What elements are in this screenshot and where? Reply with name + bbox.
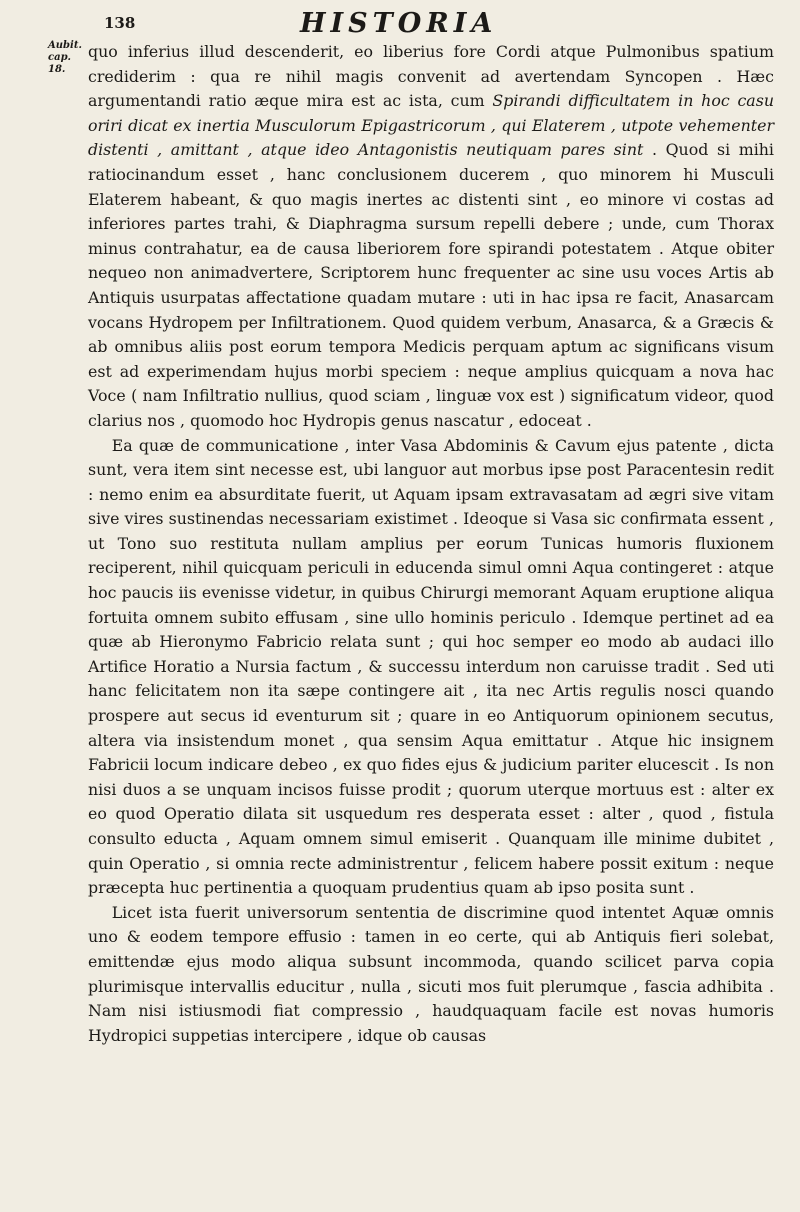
text-segment: . Quod si mihi ratiocinandum esset , hanc conclusionem ducerem , quo minorem hi Musculi Elaterem habeant, & quo magis inertes ac distenti sint , eo minore vi costas ad inferiores partes trahi, & Diaphragma sursum repelli debere ; unde, cum Thorax minus contrahatur, ea de causa liberiorem fore spirandi potestatem . Atque obiter nequeo non animadvertere, Scriptorem hunc frequenter ac sine usu voces Artis ab Antiquis usurpatas affectatione quadam mutare : uti in hac ipsa re facit, Anasarcam vocans Hydropem per Infiltrationem. Quod quidem verbum, Anasarca, & a Græcis & ab omnibus aliis post eorum tempora Medicis perquam aptum ac significans visum est ad experimendam hujus morbi speciem : neque amplius quicquam a nova hac Voce ( nam Infiltratio nullius, quod sciam , linguæ vox est ) significatum videor, quod clarius nos , quomodo hoc Hydropis genus nascatur , edoceat . — [88, 140, 774, 430]
body-text — [88, 40, 774, 1048]
margin-note: Aubit. cap. 18. — [48, 40, 82, 75]
paragraph — [88, 40, 774, 434]
running-title: HISTORIA — [300, 8, 498, 39]
text-segment: Licet ista fuerit universorum sententia de discrimine quod intentet Aquæ omnis uno & eodem tempore effusio : tamen in eo certe, qui ab Antiquis fieri solebat, emittendæ ejus modo aliqua subsunt incommoda, quando scilicet parva copia plurimisque intervallis educitur , nulla , sicuti mos fuit plerumque , fascia adhibita . Nam nisi istiusmodi fiat compressio , haudquaquam facile est novas humoris Hydropici suppetias intercipere , idque ob causas — [88, 902, 774, 1045]
paragraph — [88, 901, 774, 1049]
text-segment: Ea quæ de communicatione , inter Vasa Abdominis & Cavum ejus patente , dicta sunt, vera item sint necesse est, ubi languor aut morbus ipse post Paracentesin redit : nemo enim ea absurditate fuerit, ut Aquam ipsam extravasatam ad ægri sive vitam sive vires sustinendas necessariam existimet . Ideoque si Vasa sic confirmata essent , ut Tono suo restituta nullam amplius per eorum Tunicas humoris fluxionem reciperent, nihil quicquam periculi in educenda simul omni Aqua contingeret : atque hoc paucis iis evenisse videtur, in quibus Chirurgi memorant Aquam eruptione aliqua fortuita omnem subito effusam , sine ullo hominis periculo . Idemque pertinet ad ea quæ ab Hieronymo Fabricio relata sunt ; qui hoc semper eo modo ab audaci illo Artifice Horatio a Nursia factum , & successu interdum non caruisse tradit . Sed uti hanc felicitatem non ita sæpe contingere ait , ita nec Artis regulis nosci quando prospere aut secus id eventurum sit ; quare in eo Antiquorum opinionem secutus, altera via insistendum monet , qua sensim Aqua emittatur . Atque hic insignem Fabricii locum indicare debeo , ex quo fides ejus & judicium pariter elucescit . Is non nisi duos a se unquam incisos fuisse prodit ; quorum uterque mortuus est : alter ex eo quod Operatio dilata sit usquedum res desperata esset : alter , quod , fistula consulto educta , Aquam omnem simul emiserit . Quanquam ille minime dubitet , quin Operatio , si omnia recte administrentur , felicem habere possit exitum : neque præcepta huc pertinentia a quoquam prudentius quam ab ipso posita sunt . — [88, 435, 774, 898]
text-segment: quo inferius illud descenderit, eo liberius fore Cordi atque Pulmonibus spatium crediderim : qua re nihil magis convenit ad avertendam Syncopen . Hæc argumentandi ratio æque mira est ac ista, cum — [88, 42, 774, 111]
page-number: 138 — [104, 14, 136, 32]
paragraph — [88, 434, 774, 901]
italic-segment: Spirandi difficultatem in hoc casu oriri dicat ex inertia Musculorum Epigastricorum , qui Elaterem , utpote vehementer distenti , amittant , atque ideo Antagonistis neutiquam pares sint — [88, 91, 774, 160]
page-header — [0, 6, 800, 42]
